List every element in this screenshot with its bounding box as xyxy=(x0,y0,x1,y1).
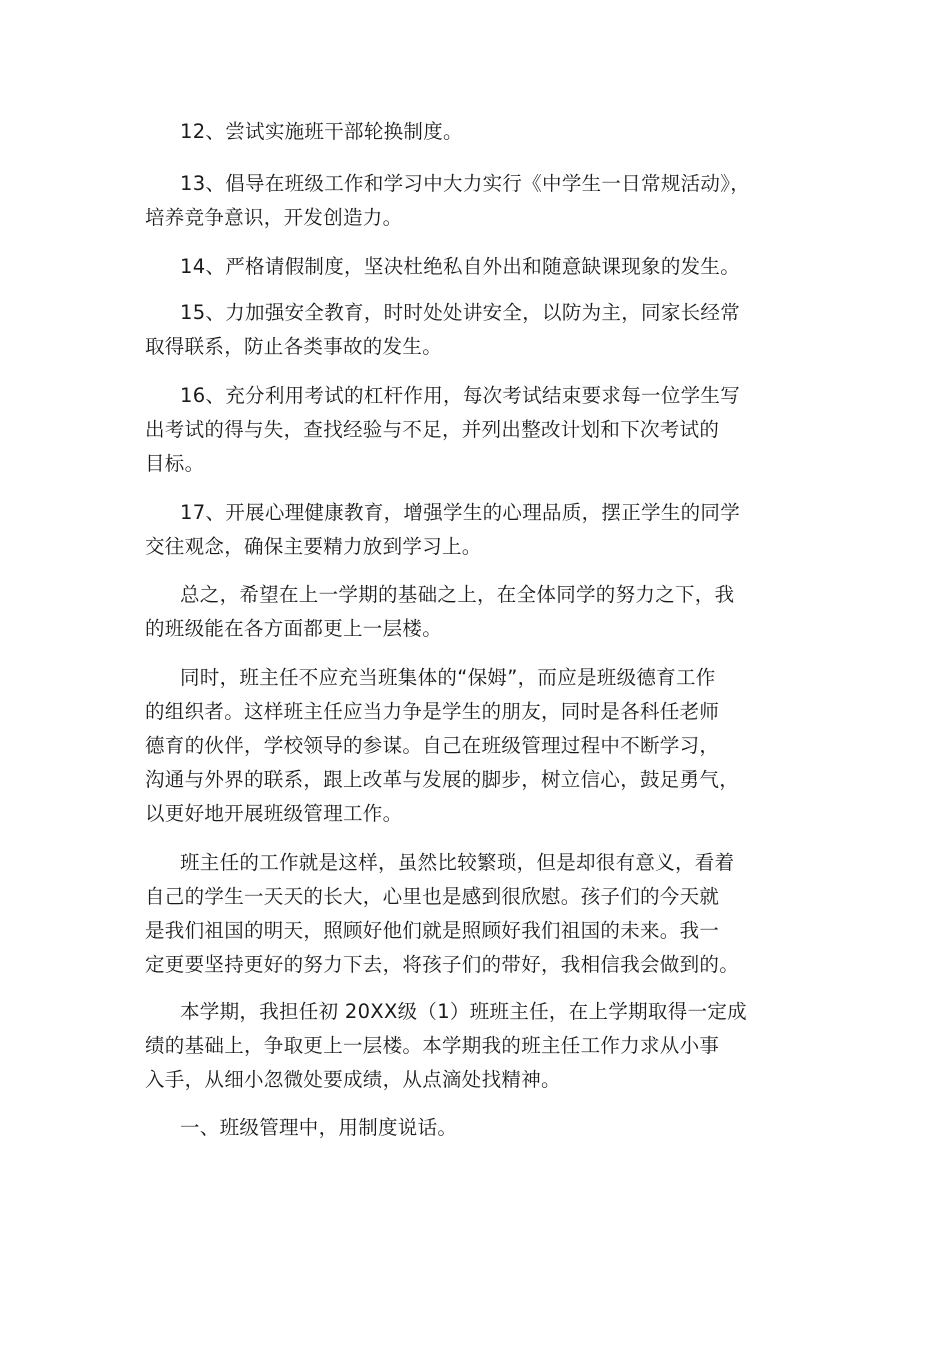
text-line: 是我们祖国的明天，照顾好他们就是照顾好我们祖国的未来。我一 xyxy=(145,919,720,942)
text-line: 入手，从细小忽微处要成绩，从点滴处找精神。 xyxy=(145,1068,561,1091)
text-line: 交往观念，确保主要精力放到学习上。 xyxy=(145,535,482,558)
text-line: 12、尝试实施班干部轮换制度。 xyxy=(180,120,463,143)
section-heading xyxy=(145,1111,795,1145)
text-line: 出考试的得与失，查找经验与不足，并列出整改计划和下次考试的 xyxy=(145,418,720,441)
paragraph-item-16 xyxy=(145,379,795,481)
text-line: 13、倡导在班级工作和学习中大力实行《中学生一日常规活动》， xyxy=(180,172,751,195)
text-line: 班主任的工作就是这样，虽然比较繁琐，但是却很有意义，看着 xyxy=(180,851,735,874)
text-line: 14、严格请假制度，坚决杜绝私自外出和随意缺课现象的发生。 xyxy=(180,255,741,278)
text-line: 定更要坚持更好的努力下去，将孩子们的带好，我相信我会做到的。 xyxy=(145,953,740,976)
paragraph-item-13 xyxy=(145,167,795,235)
text-line: 自己的学生一天天的长大，心里也是感到很欣慰。孩子们的今天就 xyxy=(145,885,720,908)
paragraph-semester xyxy=(145,995,795,1097)
paragraph-item-15 xyxy=(145,296,795,364)
text-line: 同时，班主任不应充当班集体的“保姆”，而应是班级德育工作 xyxy=(180,666,716,689)
text-line: 本学期，我担任初 20XX级（1）班班主任，在上学期取得一定成 xyxy=(180,1000,747,1023)
paragraph-reflection xyxy=(145,846,795,982)
text-line: 的班级能在各方面都更上一层楼。 xyxy=(145,617,443,640)
paragraph-item-14 xyxy=(145,250,795,284)
paragraph-item-12 xyxy=(145,115,795,149)
text-line: 15、力加强安全教育，时时处处讲安全，以防为主，同家长经常 xyxy=(180,301,741,324)
text-line: 德育的伙伴，学校领导的参谋。自己在班级管理过程中不断学习， xyxy=(145,734,720,757)
text-line: 培养竞争意识，开发创造力。 xyxy=(145,206,403,229)
paragraph-item-17 xyxy=(145,496,795,564)
text-line: 的组织者。这样班主任应当力争是学生的朋友，同时是各科任老师 xyxy=(145,700,720,723)
paragraph-role xyxy=(145,661,795,831)
text-line: 以更好地开展班级管理工作。 xyxy=(145,802,403,825)
text-line: 目标。 xyxy=(145,452,205,475)
text-line: 绩的基础上，争取更上一层楼。本学期我的班主任工作力求从小事 xyxy=(145,1034,720,1057)
text-line: 一、班级管理中，用制度说话。 xyxy=(180,1116,458,1139)
paragraph-summary xyxy=(145,578,795,646)
text-line: 取得联系，防止各类事故的发生。 xyxy=(145,335,443,358)
text-line: 总之，希望在上一学期的基础之上，在全体同学的努力之下，我 xyxy=(180,583,735,606)
text-line: 16、充分利用考试的杠杆作用，每次考试结束要求每一位学生写 xyxy=(180,384,741,407)
text-line: 17、开展心理健康教育，增强学生的心理品质，摆正学生的同学 xyxy=(180,501,741,524)
text-line: 沟通与外界的联系，跟上改革与发展的脚步，树立信心，鼓足勇气， xyxy=(145,768,740,791)
